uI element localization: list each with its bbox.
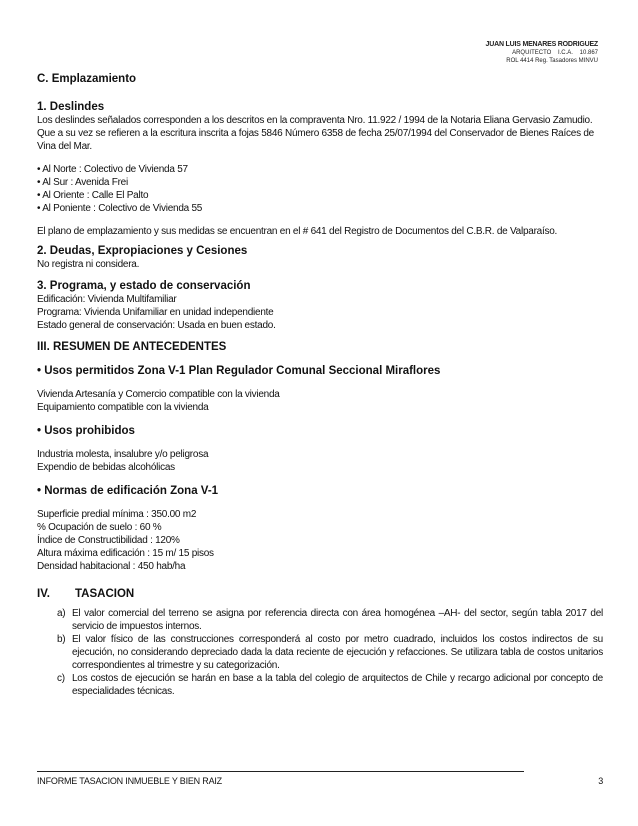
- list-item: • Al Poniente : Colectivo de Vivienda 55: [37, 203, 203, 214]
- letterhead: [486, 41, 598, 65]
- usos-prohibidos-title: • Usos prohibidos: [37, 425, 135, 437]
- list-item: [37, 672, 603, 698]
- tasacion-heading: [37, 587, 603, 601]
- usos-prohibidos-list: [37, 448, 603, 474]
- deslindes-list: [37, 163, 603, 215]
- page-footer: [37, 776, 603, 786]
- list-item: Altura máxima edificación : 15 m/ 15 pisos: [37, 548, 214, 559]
- plano-paragraph: El plano de emplazamiento y sus medidas se encuentran en el # 641 del Registro de Documentos del C.B.R. de Valparaíso.: [37, 226, 558, 237]
- item-marker: c): [57, 673, 65, 684]
- deudas-text: No registra ni considera.: [37, 259, 140, 270]
- item-text: El valor comercial del terreno se asigna por referencia directa con área homogénea –AH- del sector, según tabla 2017 del servicio de impuestos internos.: [72, 608, 603, 632]
- deslindes-paragraph: Los deslindes señalados corresponden a los descritos en la compraventa Nro. 11.922 / 1994 de la Notaria Eliana Gervasio Zamudio. Que a su vez se refieren a la escritura inscrita a fojas 5846 Número 6358 de fecha 25/07/1994 del Conservador de Bienes Raíces de Vina del Mar.: [37, 115, 594, 152]
- list-item: • Al Oriente : Calle El Palto: [37, 190, 149, 201]
- list-item: Índice de Constructibilidad : 120%: [37, 535, 180, 546]
- architect-name: JUAN LUIS MENARES RODRIGUEZ: [485, 41, 598, 48]
- list-item: Superficie predial mínima : 350.00 m2: [37, 509, 197, 520]
- usos-permitidos-title: • Usos permitidos Zona V-1 Plan Regulador Comunal Seccional Miraflores: [37, 365, 441, 377]
- list-item: Programa: Vivienda Unifamiliar en unidad independiente: [37, 307, 274, 318]
- footer-label: INFORME TASACION INMUEBLE Y BIEN RAIZ: [37, 776, 222, 786]
- list-item: Equipamiento compatible con la vivienda: [37, 402, 209, 413]
- page-number: 3: [598, 776, 603, 786]
- deslindes-title: 1. Deslindes: [37, 101, 105, 113]
- footer-divider: [37, 771, 524, 772]
- tasacion-list: [37, 607, 603, 698]
- list-item: Edificación: Vivienda Multifamiliar: [37, 294, 177, 305]
- tasacion-number: IV.: [37, 588, 51, 600]
- item-text: Los costos de ejecución se harán en base a la tabla del colegio de arquitectos de Chile y recargo adicional por concepto de especialidades técnicas.: [72, 673, 603, 697]
- list-item: Vivienda Artesanía y Comercio compatible con la vivienda: [37, 389, 280, 400]
- architect-title: ARQUITECTO I.C.A. 10.867: [512, 50, 598, 56]
- normas-title: • Normas de edificación Zona V-1: [37, 485, 219, 497]
- list-item: Densidad habitacional : 450 hab/ha: [37, 561, 186, 572]
- item-text: El valor físico de las construcciones corresponderá al costo por metro cuadrado, incluidos los costos indirectos de su ejecución, no considerando depreciado dada la data reciente de ejecución y refacciones. Se utilizara tabla de costos unitarios correspondientes al trimestre y su categorización.: [72, 634, 603, 671]
- appraiser-registration: ROL 4414 Reg. Tasadores MINVU: [506, 58, 598, 64]
- section-emplazamiento-title: C. Emplazamiento: [37, 73, 137, 85]
- list-item: [37, 607, 603, 633]
- list-item: Expendio de bebidas alcohólicas: [37, 462, 175, 473]
- list-item: Estado general de conservación: Usada en buen estado.: [37, 320, 276, 331]
- list-item: Industria molesta, insalubre y/o peligrosa: [37, 449, 209, 460]
- item-marker: b): [57, 634, 66, 645]
- list-item: [37, 633, 603, 672]
- usos-permitidos-list: [37, 388, 603, 414]
- document-body: [37, 72, 603, 698]
- item-marker: a): [57, 608, 66, 619]
- list-item: • Al Sur : Avenida Frei: [37, 177, 128, 188]
- normas-list: [37, 508, 603, 573]
- tasacion-title: TASACION: [75, 588, 135, 600]
- resumen-title: III. RESUMEN DE ANTECEDENTES: [37, 341, 227, 353]
- programa-title: 3. Programa, y estado de conservación: [37, 280, 251, 292]
- list-item: % Ocupación de suelo : 60 %: [37, 522, 162, 533]
- programa-lines: [37, 293, 603, 332]
- deudas-title: 2. Deudas, Expropiaciones y Cesiones: [37, 245, 248, 257]
- list-item: • Al Norte : Colectivo de Vivienda 57: [37, 164, 188, 175]
